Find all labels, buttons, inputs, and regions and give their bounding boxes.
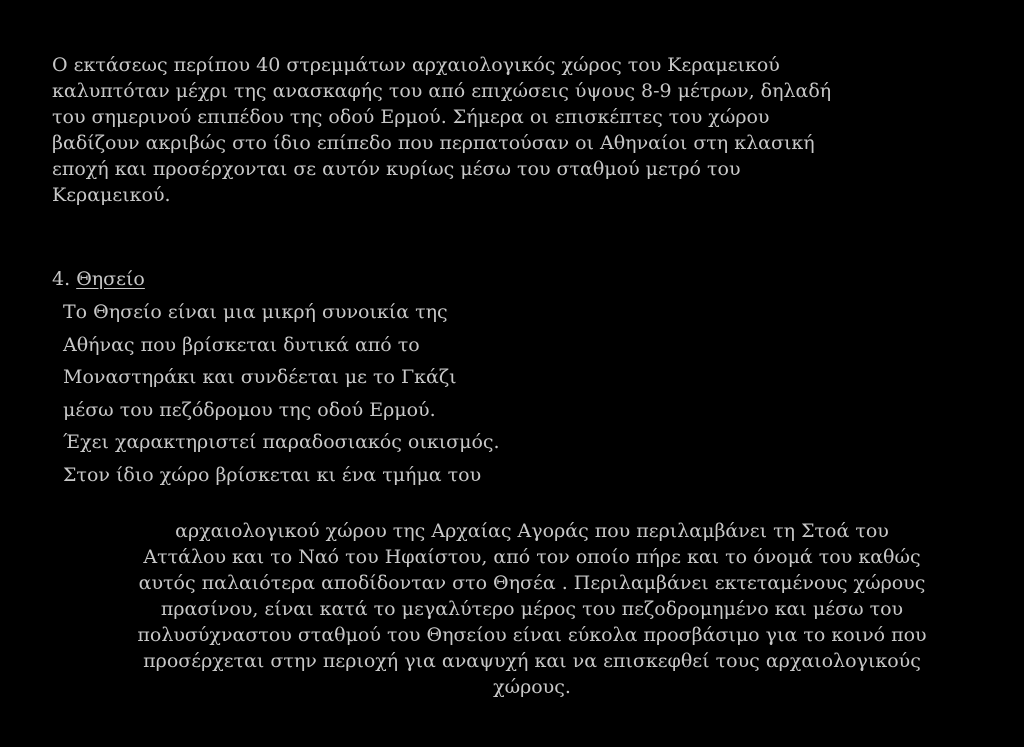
list-item: Μοναστηράκι και συνδέεται με το Γκάζι <box>63 366 457 388</box>
list-item: Το Θησείο είναι μια μικρή συνοικία της <box>63 301 448 323</box>
paragraph-ancient-agora <box>52 518 1012 700</box>
text-line: πρασίνου, είναι κατά το μεγαλύτερο μέρος του πεζοδρομημένο και μέσω του <box>160 598 904 620</box>
list-item: μέσω του πεζόδρομου της οδού Ερμού. <box>63 398 436 421</box>
thiseio-short-lines <box>63 298 500 493</box>
text-line: Αττάλου και το Ναό του Ηφαίστου, από τον οποίο πήρε και το όνομά του καθώς <box>143 546 921 568</box>
text-line: βαδίζουν ακριβώς στο ίδιο επίπεδο που περπατούσαν οι Αθηναίοι στη κλασική <box>52 132 815 154</box>
list-item: Αθήνας που βρίσκεται δυτικά από το <box>63 333 420 356</box>
text-line: Κεραμεικού. <box>52 184 171 206</box>
text-line: αρχαιολογικού χώρου της Αρχαίας Αγοράς που περιλαμβάνει τη Στοά του <box>175 520 889 542</box>
text-line: Ο εκτάσεως περίπου 40 στρεμμάτων αρχαιολογικός χώρος του Κεραμεικού <box>52 54 780 76</box>
section-heading <box>52 266 145 292</box>
section-number: 4. <box>52 268 71 290</box>
paragraph-kerameikos <box>52 52 992 208</box>
text-line: χώρους. <box>493 676 571 698</box>
text-line: του σημερινού επιπέδου της οδού Ερμού. Σήμερα οι επισκέπτες του χώρου <box>52 106 770 128</box>
section-title: Θησείο <box>76 268 145 290</box>
text-line: προσέρχεται στην περιοχή για αναψυχή και να επισκεφθεί τους αρχαιολογικούς <box>143 650 921 672</box>
list-item: Στον ίδιο χώρο βρίσκεται κι ένα τμήμα του <box>63 463 482 486</box>
text-line: πολυσύχναστου σταθμού του Θησείου είναι εύκολα προσβάσιμο για το κοινό που <box>137 624 927 646</box>
text-line: αυτός παλαιότερα αποδίδονταν στο Θησέα . Περιλαμβάνει εκτεταμένους χώρους <box>138 572 926 594</box>
text-line: καλυπτόταν μέχρι της ανασκαφής του από επιχώσεις ύψους 8-9 μέτρων, δηλαδή <box>52 80 832 102</box>
list-item: Έχει χαρακτηριστεί παραδοσιακός οικισμός. <box>63 431 500 453</box>
text-line: εποχή και προσέρχονται σε αυτόν κυρίως μέσω του σταθμού μετρό του <box>52 158 741 180</box>
